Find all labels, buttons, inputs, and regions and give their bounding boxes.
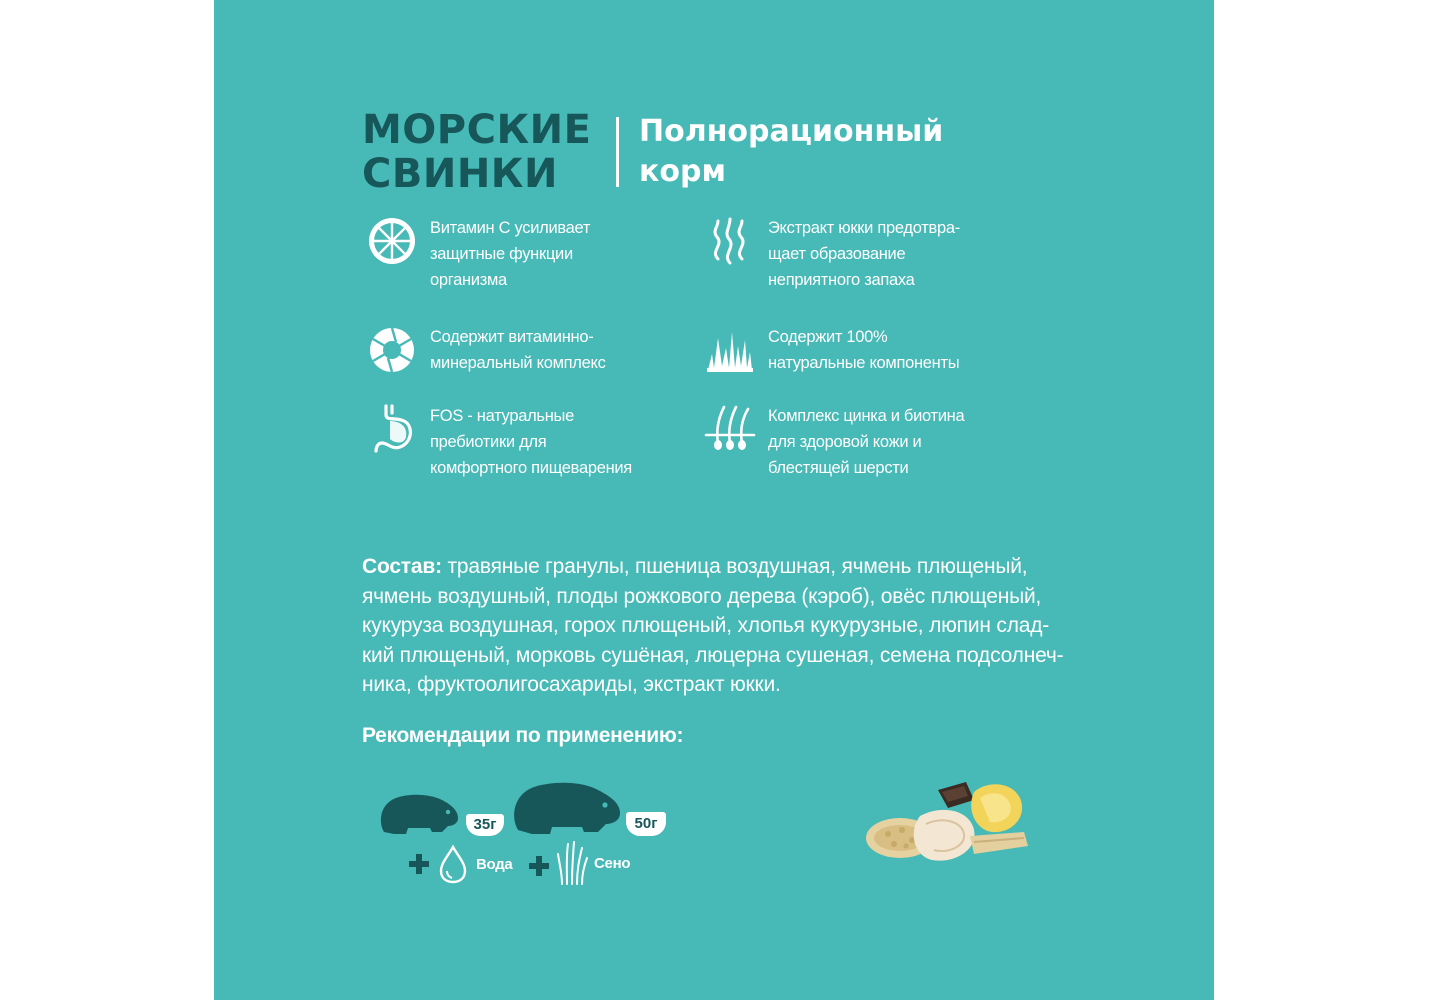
feature-line: комфортного пищеварения: [430, 459, 632, 477]
product-title-line-2: СВИНКИ: [362, 151, 558, 197]
composition-line: кукуруза воздушная, горох плющеный, хлопья кукурузные, люпин слад-: [362, 614, 1050, 637]
hair-follicle-icon: [704, 403, 756, 455]
composition-label: Состав:: [362, 555, 442, 578]
grass-icon: [704, 324, 756, 376]
feature-line: для здоровой кожи и: [768, 433, 922, 451]
feature-line: защитные функции: [430, 245, 573, 263]
food-mix-illustration: [862, 776, 1042, 872]
feature-line: организма: [430, 271, 507, 289]
portion-amount: 35г: [473, 816, 497, 833]
feature-text: [430, 324, 670, 376]
portion-bowl-large: [626, 812, 666, 836]
feature-line: Содержит витаминно-: [430, 328, 594, 346]
feature-text: [768, 403, 1008, 481]
composition-line: ячмень воздушный, плоды рожкового дерева (кэроб), овёс плющеный,: [362, 584, 1042, 608]
feature-text: [768, 215, 1008, 293]
composition-line: кий плющеный, морковь сушёная, люцерна сушеная, семена подсолнеч-: [362, 643, 1064, 667]
feature-line: Содержит 100%: [768, 328, 888, 346]
feature-line: Витамин С усиливает: [430, 219, 591, 237]
plus-icon: [408, 853, 430, 875]
feature-line: щает образование: [768, 245, 906, 263]
small-guinea-pig-icon: [378, 792, 460, 838]
aroma-waves-icon: [704, 215, 756, 267]
extra-label: Сено: [594, 854, 631, 872]
extra-label: Вода: [476, 855, 513, 873]
composition-line: [362, 552, 1068, 582]
feature-line: Комплекс цинка и биотина: [768, 407, 965, 425]
extra-water: [408, 844, 512, 884]
portion-bowl-small: [466, 814, 504, 836]
feature-line: FOS - натуральные: [430, 407, 574, 425]
product-info-panel: [214, 0, 1214, 1000]
water-drop-icon: [436, 844, 470, 884]
product-subtitle-line-2: корм: [639, 154, 726, 189]
feature-text: [430, 403, 670, 481]
hay-icon: [556, 840, 588, 886]
feature-line: пребиотики для: [430, 433, 547, 451]
title-divider: [616, 117, 619, 187]
feature-text: [430, 215, 670, 293]
feature-line: блестящей шерсти: [768, 459, 909, 477]
plus-icon: [528, 855, 550, 877]
extra-hay: [528, 840, 630, 886]
composition-line-text: травяные гранулы, пшеница воздушная, ячмень плющеный,: [441, 555, 1028, 578]
product-subtitle: [639, 112, 943, 192]
recommendations-title: Рекомендации по применению:: [362, 724, 684, 747]
composition-line: ника, фруктоолигосахариды, экстракт юкки.: [362, 673, 781, 696]
feature-line: Экстракт юкки предотвра-: [768, 219, 960, 237]
feature-line: натуральные компоненты: [768, 354, 960, 372]
aperture-icon: [366, 324, 418, 376]
stomach-icon: [366, 403, 418, 455]
product-subtitle-line-1: Полнорационный: [639, 114, 944, 149]
large-guinea-pig-icon: [510, 780, 622, 838]
feature-text: [768, 324, 1008, 376]
product-title: [362, 108, 591, 196]
feature-line: неприятного запаха: [768, 271, 915, 289]
product-title-line-1: МОРСКИЕ: [362, 107, 592, 153]
portion-amount: 50г: [634, 815, 658, 832]
composition-text: [362, 552, 1068, 700]
feature-line: минеральный комплекс: [430, 354, 606, 372]
citrus-slice-icon: [366, 215, 418, 267]
